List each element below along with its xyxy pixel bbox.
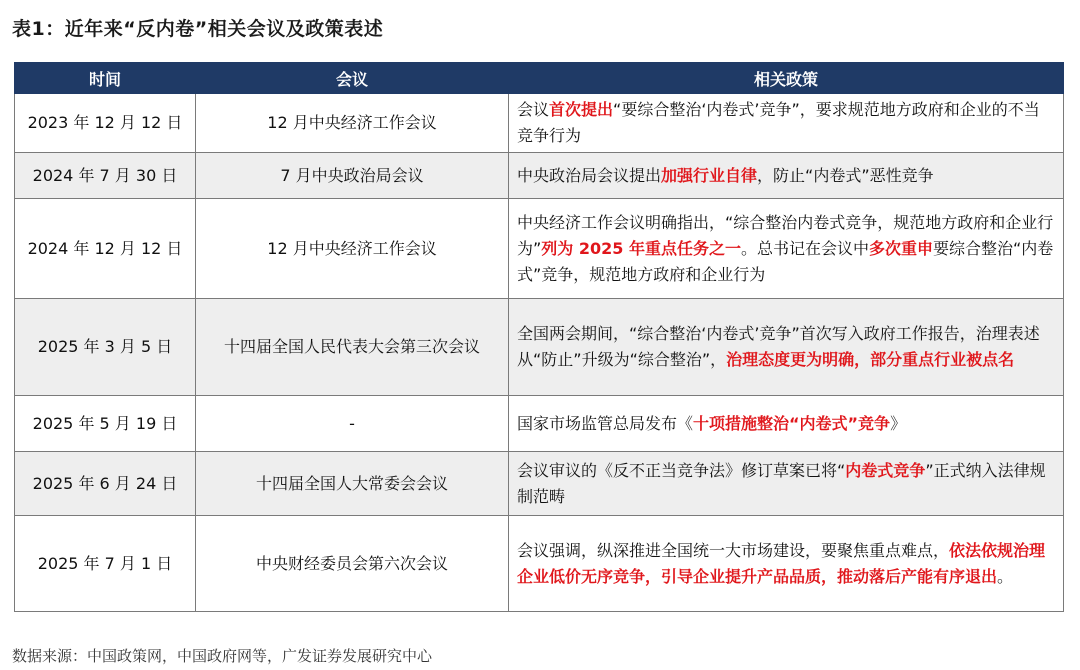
table-row (15, 396, 1064, 452)
cell-time: 2024 年 12 月 12 日 (15, 199, 196, 299)
cell-policy (509, 396, 1064, 452)
policy-text: 》 (890, 413, 907, 433)
table-row (15, 516, 1064, 612)
source-note: 数据来源：中国政策网，中国政府网等，广发证券发展研究中心 (12, 647, 433, 665)
cell-policy (509, 199, 1064, 299)
policy-text: 中央政治局会议提出 (517, 165, 662, 185)
policy-text: 要综合整治“内卷式”竞争，规范地方政府和企业行为 (517, 238, 1054, 284)
cell-time: 2025 年 5 月 19 日 (15, 396, 196, 452)
policy-highlight: 首次提出 (549, 100, 614, 119)
policy-text: 国家市场监管总局发布《 (517, 413, 694, 433)
table-header-row (15, 63, 1064, 94)
cell-meeting: 十四届全国人民代表大会第三次会议 (196, 299, 509, 396)
cell-time: 2025 年 7 月 1 日 (15, 516, 196, 612)
cell-policy (509, 452, 1064, 516)
policy-text: 会议强调，纵深推进全国统一大市场建设，要聚焦重点难点， (517, 540, 950, 560)
policy-highlight: 内卷式竞争 (845, 460, 926, 480)
policy-text: 会议 (517, 100, 550, 119)
policy-text: 。 (997, 566, 1014, 586)
policy-text: 会议审议的《反不正当竞争法》修订草案已将“ (517, 460, 846, 480)
policy-highlight: 加强行业自律 (661, 165, 758, 185)
policy-text: “要综合整治‘内卷式’竞争”，要求规范地方政府和企业的不当竞争行为 (517, 100, 1040, 145)
cell-time: 2025 年 6 月 24 日 (15, 452, 196, 516)
cell-meeting: 7 月中央政治局会议 (196, 153, 509, 199)
cell-policy (509, 516, 1064, 612)
policy-text: 全国两会期间，“综合整治‘内卷式’竞争”首次写入政府工作报告，治理表述从“防止”升级为“综合整治”， (517, 324, 1040, 369)
header-policy: 相关政策 (509, 63, 1064, 94)
cell-meeting: - (196, 396, 509, 452)
cell-meeting: 中央财经委员会第六次会议 (196, 516, 509, 612)
cell-time: 2023 年 12 月 12 日 (15, 94, 196, 153)
table-title: 表1：近年来“反内卷”相关会议及政策表述 (12, 18, 384, 40)
policy-text: 。总书记在会议中 (740, 238, 869, 258)
policy-text: 中央经济工作会议明确指出，“综合整治内卷式竞争，规范地方政府和企业行为” (517, 212, 1054, 258)
header-time: 时间 (15, 63, 196, 94)
table-row (15, 199, 1064, 299)
cell-meeting: 12 月中央经济工作会议 (196, 199, 509, 299)
policy-highlight: 列为 2025 年重点任务之一 (541, 238, 741, 258)
table-row (15, 94, 1064, 153)
cell-policy (509, 299, 1064, 396)
cell-policy (509, 94, 1064, 153)
policy-highlight: 多次重申 (869, 238, 934, 258)
policy-text: ”正式纳入法律规制范畴 (517, 460, 1046, 506)
cell-time: 2024 年 7 月 30 日 (15, 153, 196, 199)
header-meeting: 会议 (196, 63, 509, 94)
policy-highlight: 十项措施整治“内卷式”竞争 (693, 413, 891, 433)
policy-highlight: 治理态度更为明确，部分重点行业被点名 (726, 350, 1015, 369)
policy-table (14, 62, 1064, 612)
table-row (15, 452, 1064, 516)
table-row (15, 299, 1064, 396)
cell-policy (509, 153, 1064, 199)
cell-time: 2025 年 3 月 5 日 (15, 299, 196, 396)
policy-text: ，防止“内卷式”恶性竞争 (757, 165, 934, 185)
cell-meeting: 12 月中央经济工作会议 (196, 94, 509, 153)
cell-meeting: 十四届全国人大常委会会议 (196, 452, 509, 516)
table-row (15, 153, 1064, 199)
policy-highlight: 依法依规治理企业低价无序竞争，引导企业提升产品品质，推动落后产能有序退出 (517, 540, 1046, 586)
